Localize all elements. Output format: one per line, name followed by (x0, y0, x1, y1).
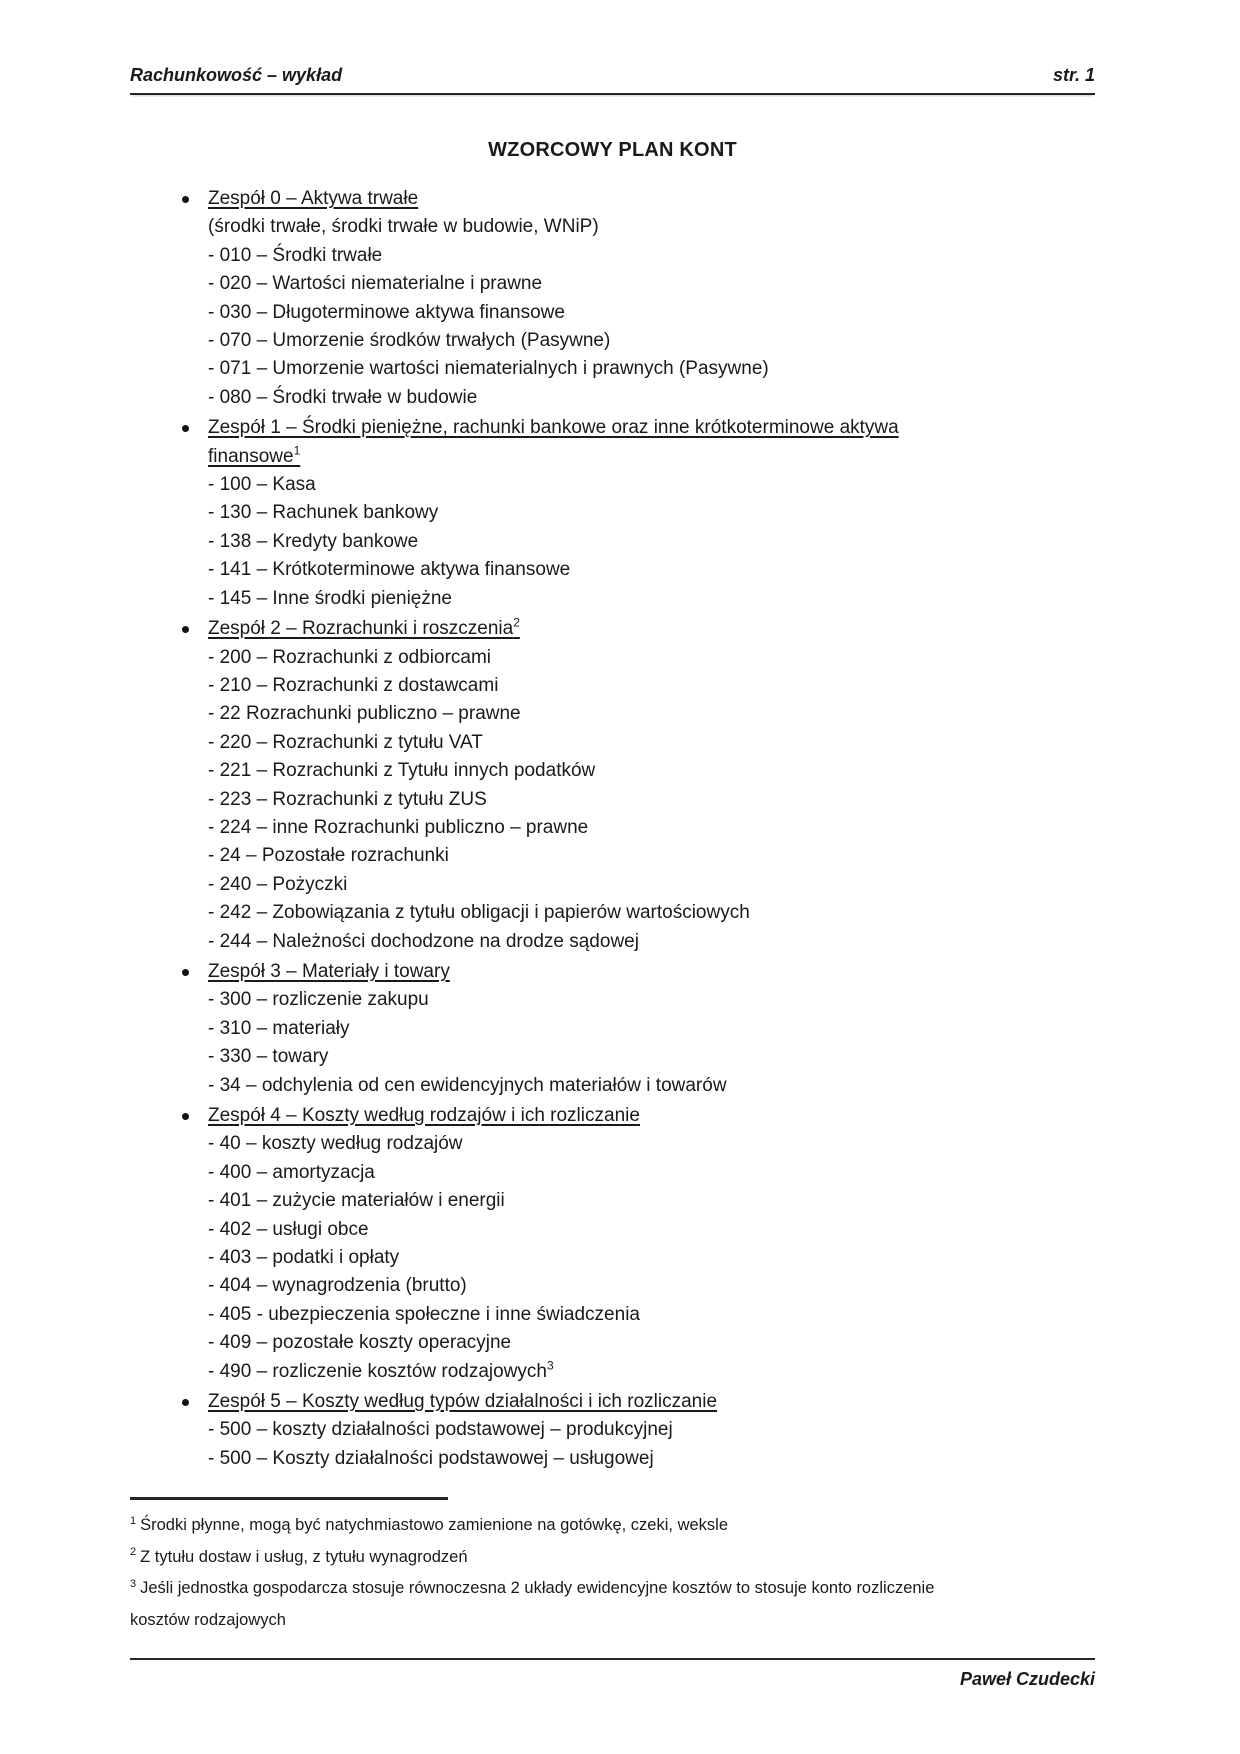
list-item: - 071 – Umorzenie wartości niematerialnych i prawnych (Pasywne) (208, 358, 769, 380)
footnote-separator (130, 1497, 448, 1500)
section-zespol-3 (130, 958, 1095, 1100)
list-item: - 200 – Rozrachunki z odbiorcami (208, 646, 492, 668)
list-item: - 300 – rozliczenie zakupu (208, 989, 429, 1011)
footnote-marker: 2 (130, 1546, 137, 1558)
section-heading-row (130, 1102, 1095, 1130)
page-content (130, 0, 1095, 1473)
section-zespol-4 (130, 1102, 1095, 1386)
section-heading-row (130, 414, 1095, 471)
list-item: - 145 – Inne środki pieniężne (208, 587, 452, 609)
list-item: - 409 – pozostałe koszty operacyjne (208, 1332, 512, 1354)
list-item: - 400 – amortyzacja (208, 1161, 375, 1183)
list-item: - 34 – odchylenia od cen ewidencyjnych materiałów i towarów (208, 1074, 727, 1096)
list-item: - 210 – Rozrachunki z dostawcami (208, 674, 499, 696)
section-heading: Zespół 5 – Koszty według typów działalności i ich rozliczanie (208, 1391, 718, 1413)
section-zespol-0 (130, 185, 1095, 412)
section-heading: Zespół 4 – Koszty według rodzajów i ich rozliczanie (208, 1105, 640, 1126)
section-heading-row (130, 1388, 1095, 1416)
list-item: - 223 – Rozrachunki z tytułu ZUS (208, 788, 487, 810)
list-item: - 080 – Środki trwałe w budowie (208, 386, 478, 408)
bullet-icon (182, 626, 189, 633)
footnote (130, 1542, 1095, 1574)
footnote (130, 1510, 1095, 1542)
account-plan-list (130, 185, 1095, 1473)
item-superscript: 3 (547, 1358, 554, 1373)
section-heading-line2: finansowe (208, 445, 294, 467)
list-item: - 030 – Długoterminowe aktywa finansowe (208, 301, 565, 323)
list-item: - 330 – towary (208, 1046, 329, 1068)
heading-superscript: 2 (513, 615, 520, 630)
bullet-icon (182, 196, 189, 203)
list-item: - 130 – Rachunek bankowy (208, 502, 439, 524)
section-subtitle: (środki trwałe, środki trwałe w budowie, WNiP) (208, 216, 599, 238)
footnote-text: Jeśli jednostka gospodarcza stosuje równoczesna 2 układy ewidencyjne kosztów to stosuje konto rozliczenie (140, 1579, 935, 1597)
list-item: - 402 – usługi obce (208, 1218, 369, 1240)
list-item: - 244 – Należności dochodzone na drodze sądowej (208, 930, 639, 952)
document-title: WZORCOWY PLAN KONT (488, 139, 737, 161)
list-item: - 070 – Umorzenie środków trwałych (Pasywne) (208, 330, 611, 352)
list-item-text: - 490 – rozliczenie kosztów rodzajowych (208, 1360, 547, 1382)
section-zespol-1 (130, 414, 1095, 613)
list-item: - 500 – koszty działalności podstawowej – produkcyjnej (208, 1419, 673, 1441)
heading-superscript: 1 (293, 443, 301, 458)
footnote (130, 1573, 1095, 1636)
list-item: - 100 – Kasa (208, 474, 316, 496)
list-item: - 500 – Koszty działalności podstawowej – usługowej (208, 1447, 654, 1469)
bullet-icon (182, 969, 189, 976)
list-item: - 405 - ubezpieczenia społeczne i inne świadczenia (208, 1303, 640, 1325)
list-item: - 24 – Pozostałe rozrachunki (208, 845, 449, 867)
section-heading (208, 615, 520, 640)
list-item: - 22 Rozrachunki publiczno – prawne (208, 703, 521, 725)
list-item: - 310 – materiały (208, 1017, 350, 1039)
header-title: Rachunkowość – wykład (130, 65, 343, 85)
list-item: - 404 – wynagrodzenia (brutto) (208, 1275, 467, 1297)
bullet-icon (182, 1113, 189, 1120)
section-heading-row (130, 958, 1095, 986)
footnote-text-continued: kosztów rodzajowych (130, 1610, 286, 1629)
section-heading-text: Zespół 2 – Rozrachunki i roszczenia (208, 618, 514, 640)
list-item: - 224 – inne Rozrachunki publiczno – prawne (208, 816, 589, 838)
list-item: - 403 – podatki i opłaty (208, 1247, 400, 1269)
list-item: - 010 – Środki trwałe (208, 244, 383, 266)
list-item: - 220 – Rozrachunki z tytułu VAT (208, 731, 483, 753)
footer-separator (130, 1658, 1095, 1660)
footnote-text: Środki płynne, mogą być natychmiastowo zamienione na gotówkę, czeki, weksle (140, 1516, 729, 1534)
list-item: - 020 – Wartości niematerialne i prawne (208, 273, 543, 295)
bullet-icon (182, 1399, 189, 1406)
footer-author: Paweł Czudecki (959, 1669, 1095, 1689)
footnote-marker: 1 (130, 1514, 137, 1527)
section-heading-row (130, 615, 1095, 643)
section-zespol-5 (130, 1388, 1095, 1473)
list-item: - 138 – Kredyty bankowe (208, 530, 419, 552)
footnote-marker: 3 (130, 1577, 137, 1590)
footnote-text: Z tytułu dostaw i usług, z tytułu wynagrodzeń (140, 1547, 468, 1566)
list-item: - 401 – zużycie materiałów i energii (208, 1190, 505, 1212)
section-heading: Zespół 0 – Aktywa trwałe (208, 188, 419, 209)
section-heading: Zespół 3 – Materiały i towary (208, 960, 450, 982)
page-footer (130, 1658, 1095, 1690)
list-item (130, 1358, 1095, 1386)
section-heading (208, 417, 899, 466)
list-item: - 242 – Zobowiązania z tytułu obligacji i papierów wartościowych (208, 902, 750, 924)
page-header (130, 0, 1095, 95)
bullet-icon (182, 425, 189, 432)
section-heading-line1: Zespół 1 – Środki pieniężne, rachunki bankowe oraz inne krótkoterminowe aktywa (208, 417, 899, 439)
list-item: - 141 – Krótkoterminowe aktywa finansowe (208, 559, 571, 581)
section-heading-row (130, 185, 1095, 213)
footnotes (130, 1497, 1095, 1636)
page-number: str. 1 (1052, 65, 1095, 85)
list-item: - 240 – Pożyczki (208, 873, 348, 895)
section-zespol-2 (130, 615, 1095, 956)
list-item: - 40 – koszty według rodzajów (208, 1133, 463, 1155)
list-item: - 221 – Rozrachunki z Tytułu innych podatków (208, 760, 596, 782)
